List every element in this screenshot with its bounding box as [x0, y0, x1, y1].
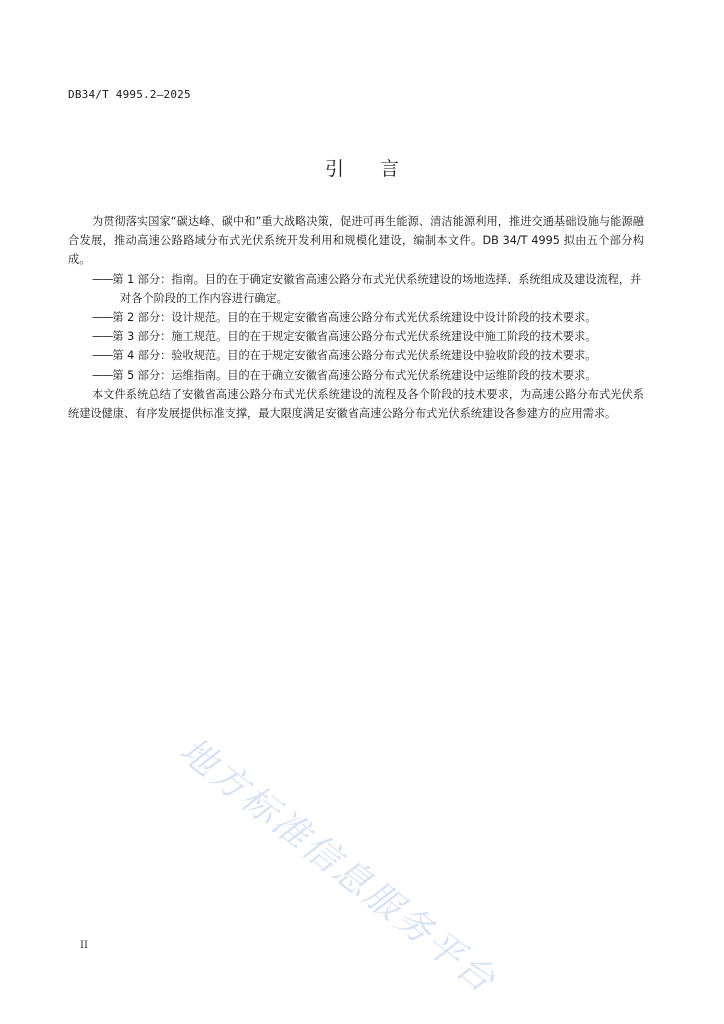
watermark: 地方标准信息服务平台 [171, 729, 505, 1003]
list-item-text: 第 2 部分：设计规范。目的在于规定安徽省高速公路分布式光伏系统建设中设计阶段的技术要求。 [112, 311, 597, 325]
page-number: II [80, 940, 88, 951]
dash-lead: —— [92, 330, 113, 344]
list-item-text: 第 4 部分：验收规范。目的在于规定安徽省高速公路分布式光伏系统建设中验收阶段的技术要求。 [112, 349, 597, 363]
page-title: 引言 [324, 158, 435, 180]
dash-lead: —— [92, 272, 113, 286]
body-text [68, 212, 644, 423]
list-item [68, 308, 644, 327]
document-code: DB34/T 4995.2—2025 [68, 88, 191, 101]
list-item [68, 346, 644, 365]
list-item [68, 366, 644, 385]
list-item-text: 第 3 部分：施工规范。目的在于规定安徽省高速公路分布式光伏系统建设中施工阶段的技术要求。 [112, 330, 597, 344]
list-item-text: 第 5 部分：运维指南。目的在于确立安徽省高速公路分布式光伏系统建设中运维阶段的技术要求。 [112, 368, 597, 382]
list-item [68, 327, 644, 346]
intro-paragraph: 为贯彻落实国家“碳达峰、碳中和”重大战略决策，促进可再生能源、清洁能源利用，推进交通基础设施与能源融合发展，推动高速公路路域分布式光伏系统开发利用和规模化建设，编制本文件。DB 34/T 4995 拟由五个部分构成。 [68, 215, 644, 267]
dash-lead: —— [92, 368, 113, 382]
list-item [68, 270, 644, 308]
closing-paragraph: 本文件系统总结了安徽省高速公路分布式光伏系统建设的流程及各个阶段的技术要求，为高速公路分布式光伏系统建设健康、有序发展提供标准支撑，最大限度满足安徽省高速公路分布式光伏系统建设各参建方的应用需求。 [68, 387, 644, 421]
dash-lead: —— [92, 349, 113, 363]
dash-lead: —— [92, 311, 113, 325]
list-item-text: 第 1 部分：指南。目的在于确定安徽省高速公路分布式光伏系统建设的场地选择、系统组成及建设流程，并对各个阶段的工作内容进行确定。 [112, 272, 642, 305]
